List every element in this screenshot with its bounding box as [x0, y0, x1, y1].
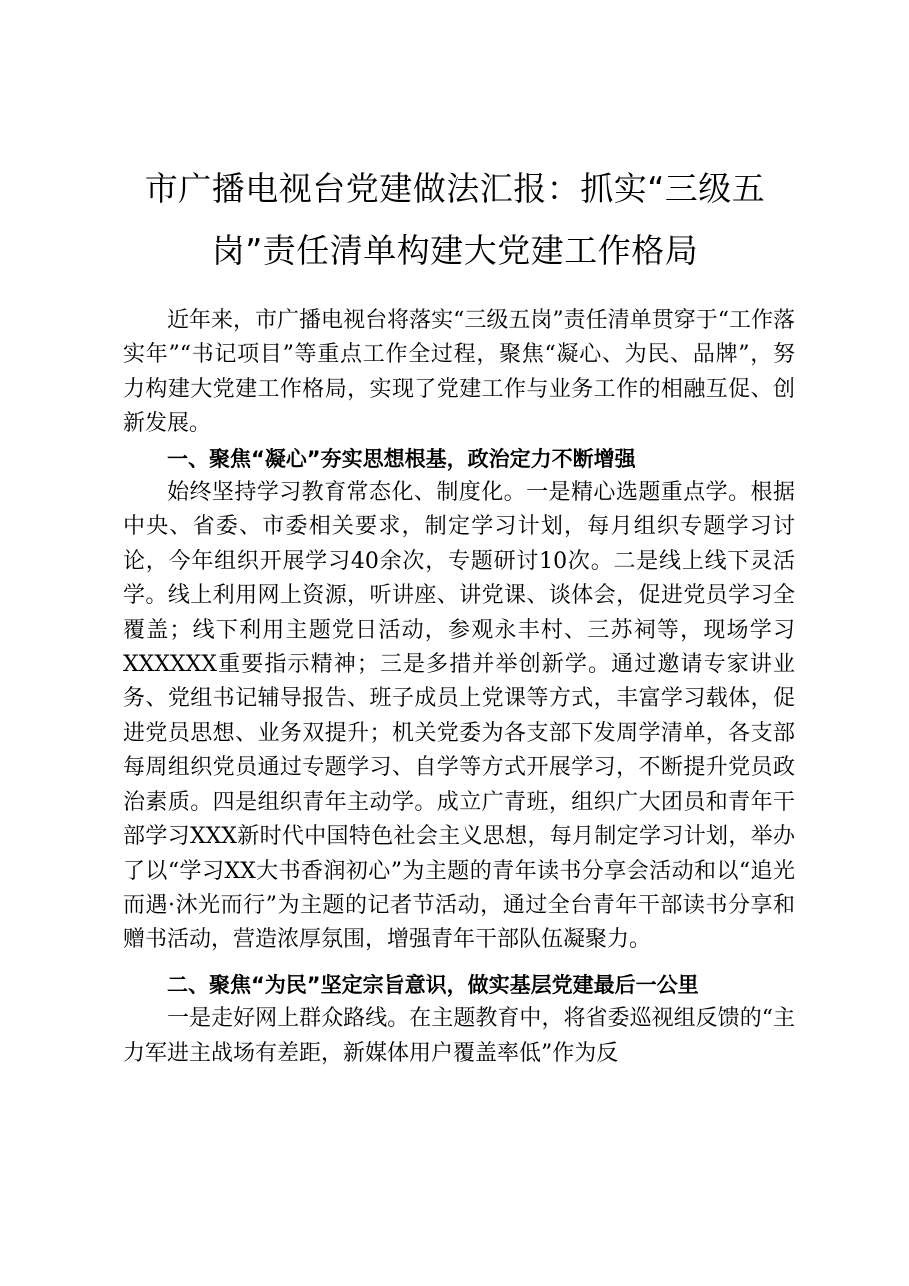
section-1-paragraph: 始终坚持学习教育常态化、制度化。一是精心选题重点学。根据中央、省委、市委相关要求，制定学习计划，每月组织专题学习讨论，今年组织开展学习40余次，专题研讨10次。二是线上线下灵活学。线上利用网上资源，听讲座、讲党课、谈体会，促进党员学习全覆盖；线下利用主题党日活动，参观永丰村、三苏祠等，现场学习XXXXXX重要指示精神；三是多措并举创新学。通过邀请专家讲业务、党组书记辅导报告、班子成员上党课等方式，丰富学习载体，促进党员思想、业务双提升；机关党委为各支部下发周学清单，各支部每周组织党员通过专题学习、自学等方式开展学习，不断提升党员政治素质。四是组织青年主动学。成立广青班，组织广大团员和青年干部学习XXX新时代中国特色社会主义思想，每月制定学习计划，举办了以“学习XX大书香润初心”为主题的青年读书分享会活动和以“追光而遇·沐光而行”为主题的记者节活动，通过全台青年干部读书分享和赠书活动，营造浓厚氛围，增强青年干部队伍凝聚力。: [123, 480, 795, 953]
document-body: [123, 304, 795, 1071]
document-title: [110, 158, 800, 282]
title-line-1: 市广播电视台党建做法汇报：抓实“三级五: [144, 169, 766, 208]
intro-paragraph: 近年来，市广播电视台将落实“三级五岗”责任清单贯穿于“工作落实年”“书记项目”等重点工作全过程，聚焦“凝心、为民、品牌”，努力构建大党建工作格局，实现了党建工作与业务工作的相融互促、创新发展。: [123, 308, 795, 437]
section-1-heading: 一、聚焦“凝心”夯实思想根基，政治定力不断增强: [167, 446, 636, 471]
title-line-2: 岗”责任清单构建大党建工作格局: [211, 231, 699, 270]
section-2-paragraph: 一是走好网上群众路线。在主题教育中，将省委巡视组反馈的“主力军进主战场有差距，新媒体用户覆盖率低”作为反: [123, 1006, 795, 1066]
section-2-heading: 二、聚焦“为民”坚定宗旨意识，做实基层党建最后一公里: [167, 972, 699, 997]
